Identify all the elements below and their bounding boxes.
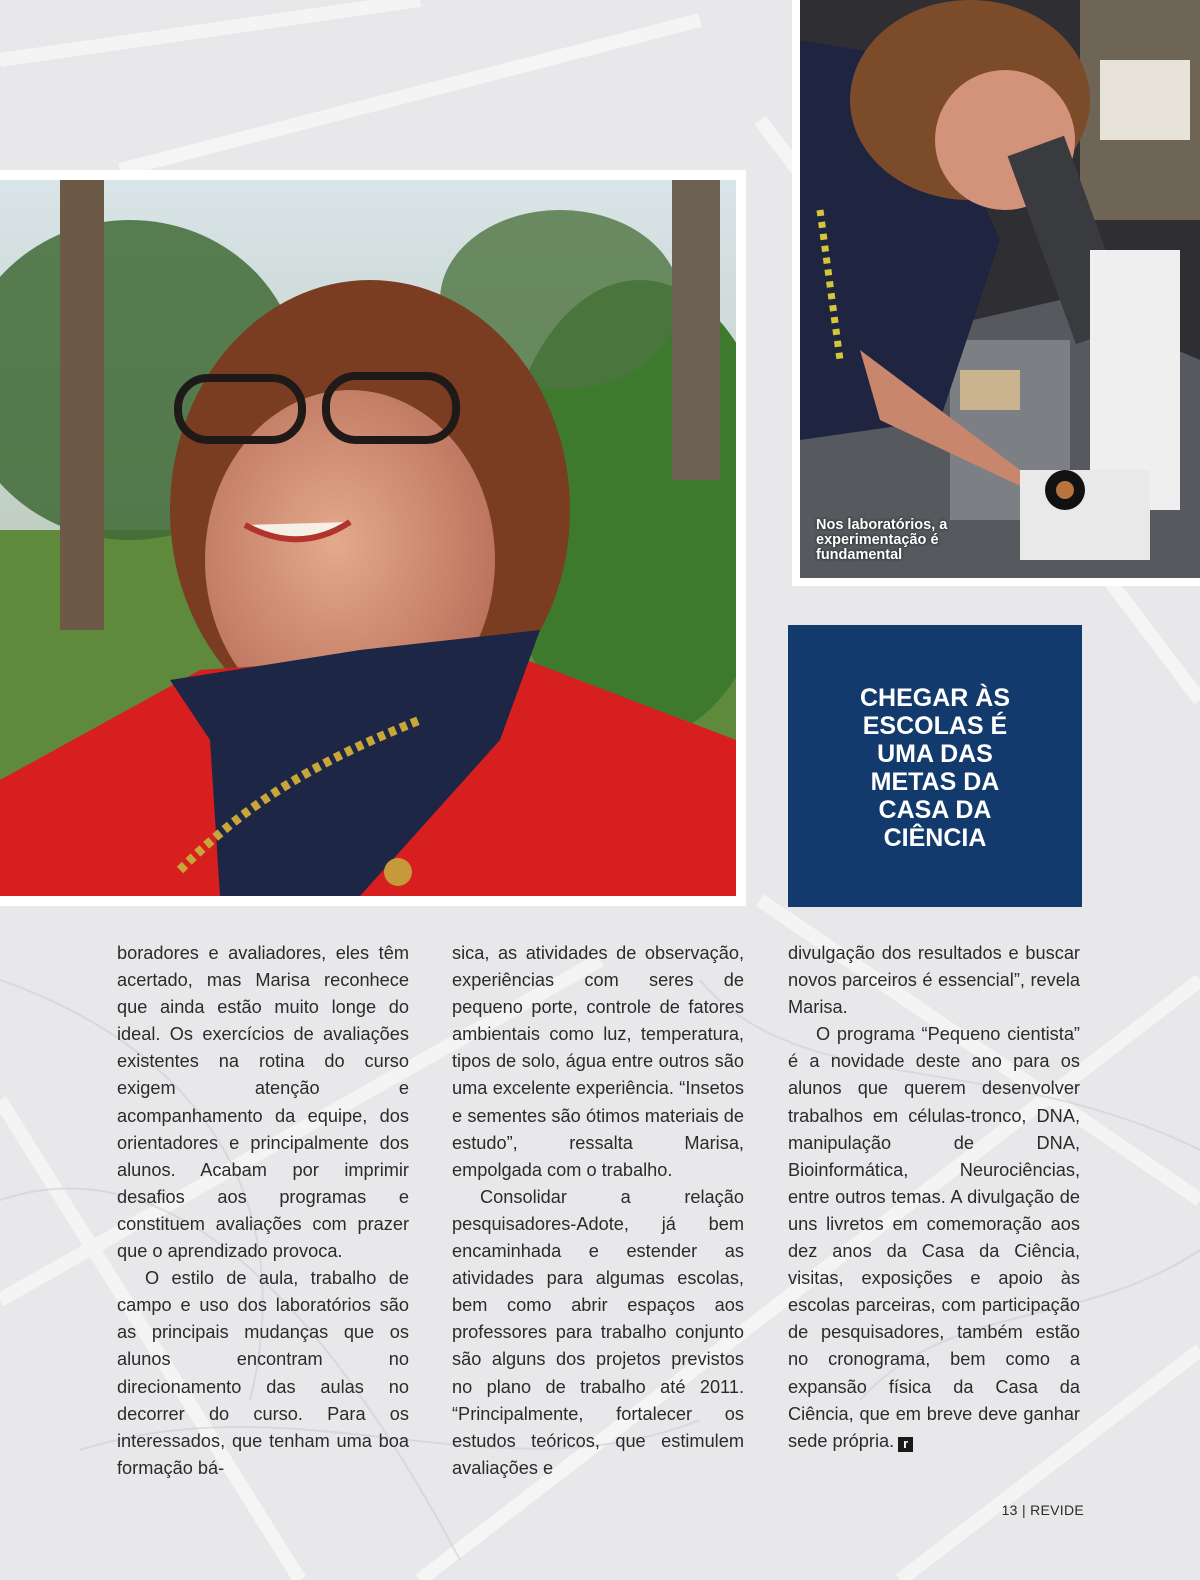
paragraph: boradores e avaliadores, eles têm acertado, mas Marisa reconhece que ainda estão muito longe do ideal. Os exercícios de avaliações existentes na rotina do curso exigem atenção e acompanhamento da equipe, dos orientadores e principalmente dos alunos. Acabam por imprimir desafios aos programas e constituem avaliações com prazer que o aprendizado provoca. [117,943,409,1262]
paragraph-text: O programa “Pequeno cientista” é a novidade deste ano para os alunos que querem desenvolver trabalhos em células-tronco, DNA, manipulação de DNA, Bioinformática, Neurociências, entre outros temas. A divulgação de uns livretos em comemoração aos dez anos da Casa da Ciência, visitas, exposições e apoio às escolas parceiras, com participação de pesquisadores, também estão no cronograma, bem como a expansão física da Casa da Ciência, que em breve deve ganhar sede própria. [788,1024,1080,1451]
pullquote-text: CHEGAR ÀS ESCOLAS É UMA DAS METAS DA CASA DA CIÊNCIA [859,684,1010,852]
lab-photo [800,0,1200,578]
paragraph: Consolidar a relação pesquisadores-Adote, já bem encaminhada e estender as atividades para algumas escolas, bem como abrir espaços aos professores para trabalho conjunto são alguns dos projetos previstos no plano de trabalho até 2011. “Principalmente, fortalecer os estudos teóricos, que estimulem avaliações e [452,1186,744,1478]
pullquote-box [788,625,1082,907]
text-column-2 [452,940,744,1482]
text-column-1 [117,940,409,1482]
paragraph: sica, as atividades de observação, experiências com seres de pequeno porte, controle de fatores ambientais como luz, temperatura, tipos de solo, água entre outros são uma excelente experiência. “Insetos e sementes são ótimos materiais de estudo”, ressalta Marisa, empolgada com o trabalho. [452,943,744,1180]
end-mark-icon: r [898,1437,913,1452]
portrait-photo [0,180,736,896]
page-folio: 13 | REVIDE [1001,1502,1084,1518]
paragraph: divulgação dos resultados e buscar novos parceiros é essencial”, revela Marisa. [788,943,1080,1018]
photo-caption: Nos laboratórios, a experimentação é fundamental [816,517,948,563]
text-column-3 [788,940,1080,1455]
paragraph: O estilo de aula, trabalho de campo e uso dos laboratórios são as principais mudanças que os alunos encontram no direcionamento das aulas no decorrer do curso. Para os interessados, que tenham uma boa formação bá- [117,1268,409,1478]
paragraph-final [788,1021,1080,1455]
